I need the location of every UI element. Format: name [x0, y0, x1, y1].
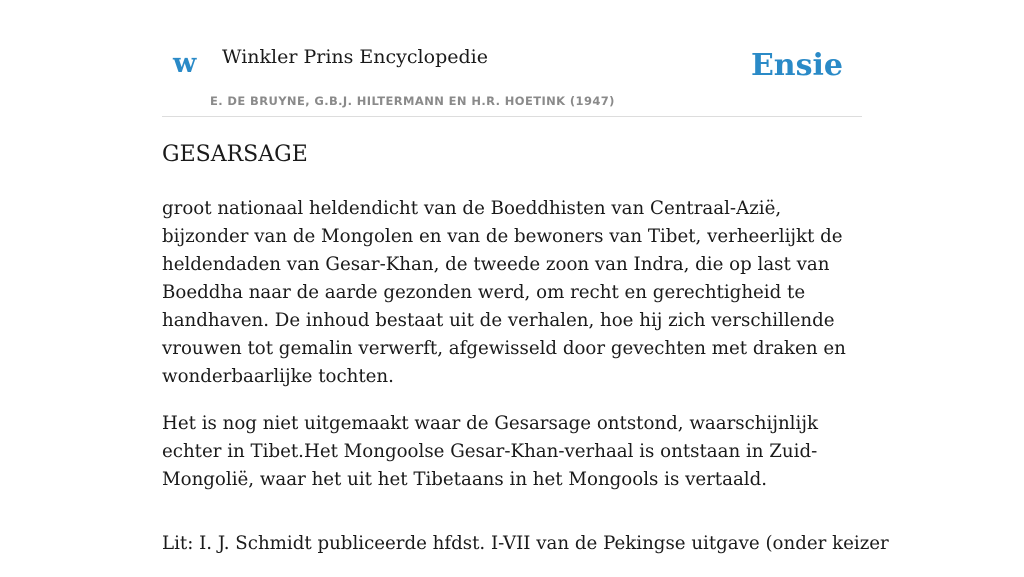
ensie-logo[interactable]: Ensie — [750, 48, 843, 83]
publication-title[interactable]: Winkler Prins Encyclopedie — [222, 46, 488, 68]
article — [162, 141, 889, 577]
article-headword: GESARSAGE — [162, 142, 308, 167]
publication-logo[interactable]: w — [173, 48, 197, 79]
article-literature: Lit: I. J. Schmidt publiceerde hfdst. I-VII van de Pekingse uitgave (onder keizer — [162, 532, 889, 554]
header — [162, 0, 862, 117]
article-paragraph-2: Het is nog niet uitgemaakt waar de Gesarsage ontstond, waarschijnlijk echter in Tibet.Het Mongoolse Gesar-Khan-verhaal is ontstaan in Zuid-Mongolië, waar het uit het Tibetaans in het Mongools is vertaald. — [162, 412, 818, 490]
article-paragraph-1: groot nationaal heldendicht van de Boeddhisten van Centraal-Azië, bijzonder van de Mongolen en van de bewoners van Tibet, verheerlijkt de heldendaden van Gesar-Khan, de tweede zoon van Indra, die op last van Boeddha naar de aarde gezonden werd, om recht en gerechtigheid te handhaven. De inhoud bestaat uit de verhalen, hoe hij zich verschillende vrouwen tot gemalin verwerft, afgewisseld door gevechten met draken en wonderbaarlijke tochten. — [162, 197, 846, 387]
publication-authors: E. DE BRUYNE, G.B.J. HILTERMANN EN H.R. HOETINK (1947) — [210, 94, 615, 108]
